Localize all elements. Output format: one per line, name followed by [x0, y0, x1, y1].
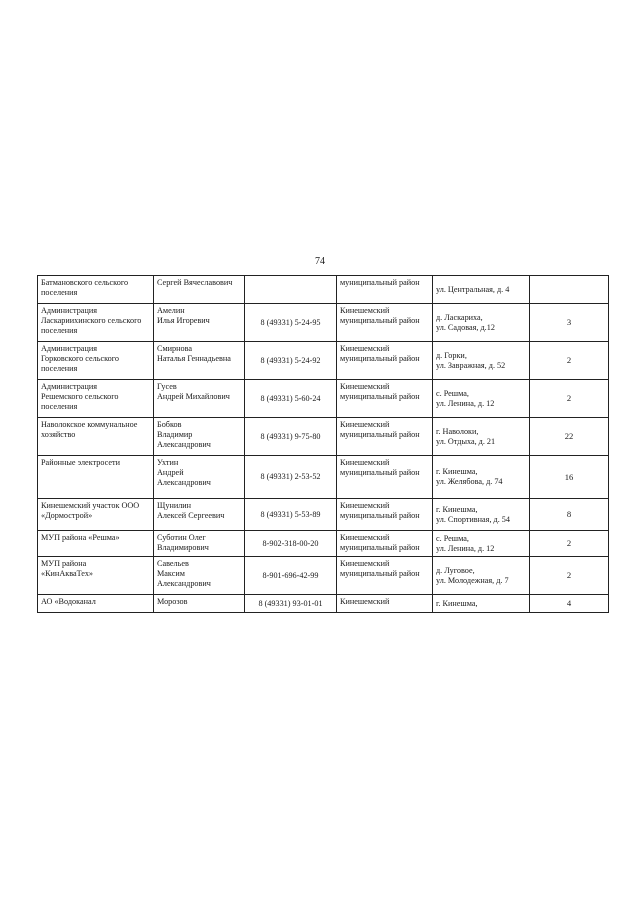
- organization-cell: МУП района «Решма»: [38, 531, 154, 557]
- district-cell: муниципальный район: [337, 276, 433, 304]
- count-cell: [530, 276, 609, 304]
- contact-person-cell: Морозов: [154, 595, 245, 613]
- address-cell: с. Решма, ул. Ленина, д. 12: [433, 531, 530, 557]
- address-cell: ул. Центральная, д. 4: [433, 276, 530, 304]
- table-row: [38, 456, 609, 499]
- contact-person-cell: Сергей Вячеславович: [154, 276, 245, 304]
- phone-cell: 8-901-696-42-99: [245, 557, 337, 595]
- phone-cell: 8-902-318-00-20: [245, 531, 337, 557]
- district-cell: Кинешемский: [337, 595, 433, 613]
- contact-person-cell: Гусев Андрей Михайлович: [154, 380, 245, 418]
- contact-person-cell: Амелин Илья Игоревич: [154, 304, 245, 342]
- organization-cell: МУП района «КинАкваТех»: [38, 557, 154, 595]
- contact-person-cell: Щунилин Алексей Сергеевич: [154, 499, 245, 531]
- phone-cell: 8 (49331) 5-24-95: [245, 304, 337, 342]
- contacts-table: [37, 275, 609, 613]
- phone-cell: [245, 276, 337, 304]
- table-row: [38, 380, 609, 418]
- table-row: [38, 418, 609, 456]
- address-cell: д. Ласкариха, ул. Садовая, д.12: [433, 304, 530, 342]
- district-cell: Кинешемский муниципальный район: [337, 499, 433, 531]
- table-row: [38, 595, 609, 613]
- organization-cell: Районные электросети: [38, 456, 154, 499]
- organization-cell: Наволокское коммунальное хозяйство: [38, 418, 154, 456]
- count-cell: 8: [530, 499, 609, 531]
- contact-person-cell: Бобков Владимир Александрович: [154, 418, 245, 456]
- organization-cell: Администрация Горковского сельского поселения: [38, 342, 154, 380]
- organization-cell: Администрация Ласкариихинского сельского поселения: [38, 304, 154, 342]
- contact-person-cell: Ухтин Андрей Александрович: [154, 456, 245, 499]
- district-cell: Кинешемский муниципальный район: [337, 531, 433, 557]
- contact-person-cell: Смирнова Наталья Геннадьевна: [154, 342, 245, 380]
- table-row: [38, 499, 609, 531]
- count-cell: 2: [530, 531, 609, 557]
- address-cell: г. Кинешма,: [433, 595, 530, 613]
- phone-cell: 8 (49331) 2-53-52: [245, 456, 337, 499]
- address-cell: г. Кинешма, ул. Спортивная, д. 54: [433, 499, 530, 531]
- phone-cell: 8 (49331) 5-24-92: [245, 342, 337, 380]
- table-body: [38, 276, 609, 613]
- table-row: [38, 304, 609, 342]
- phone-cell: 8 (49331) 9-75-80: [245, 418, 337, 456]
- phone-cell: 8 (49331) 5-53-89: [245, 499, 337, 531]
- table-row: [38, 557, 609, 595]
- district-cell: Кинешемский муниципальный район: [337, 304, 433, 342]
- address-cell: г. Кинешма, ул. Желябова, д. 74: [433, 456, 530, 499]
- contact-person-cell: Савельев Максим Александрович: [154, 557, 245, 595]
- district-cell: Кинешемский муниципальный район: [337, 380, 433, 418]
- organization-cell: АО «Водоканал: [38, 595, 154, 613]
- count-cell: 3: [530, 304, 609, 342]
- address-cell: с. Решма, ул. Ленина, д. 12: [433, 380, 530, 418]
- organization-cell: Кинешемский участок ООО «Дормострой»: [38, 499, 154, 531]
- district-cell: Кинешемский муниципальный район: [337, 557, 433, 595]
- address-cell: д. Луговое, ул. Молодежная, д. 7: [433, 557, 530, 595]
- table-row: [38, 276, 609, 304]
- phone-cell: 8 (49331) 5-60-24: [245, 380, 337, 418]
- district-cell: Кинешемский муниципальный район: [337, 456, 433, 499]
- count-cell: 2: [530, 342, 609, 380]
- contact-person-cell: Суботин Олег Владимирович: [154, 531, 245, 557]
- phone-cell: 8 (49331) 93-01-01: [245, 595, 337, 613]
- count-cell: 22: [530, 418, 609, 456]
- count-cell: 2: [530, 380, 609, 418]
- district-cell: Кинешемский муниципальный район: [337, 418, 433, 456]
- page-number: 74: [315, 256, 325, 267]
- address-cell: г. Наволоки, ул. Отдыха, д. 21: [433, 418, 530, 456]
- district-cell: Кинешемский муниципальный район: [337, 342, 433, 380]
- organization-cell: Администрация Решемского сельского поселения: [38, 380, 154, 418]
- count-cell: 2: [530, 557, 609, 595]
- address-cell: д. Горки, ул. Заврaжная, д. 52: [433, 342, 530, 380]
- table-row: [38, 531, 609, 557]
- table-row: [38, 342, 609, 380]
- organization-cell: Батмановского сельского поселения: [38, 276, 154, 304]
- count-cell: 4: [530, 595, 609, 613]
- count-cell: 16: [530, 456, 609, 499]
